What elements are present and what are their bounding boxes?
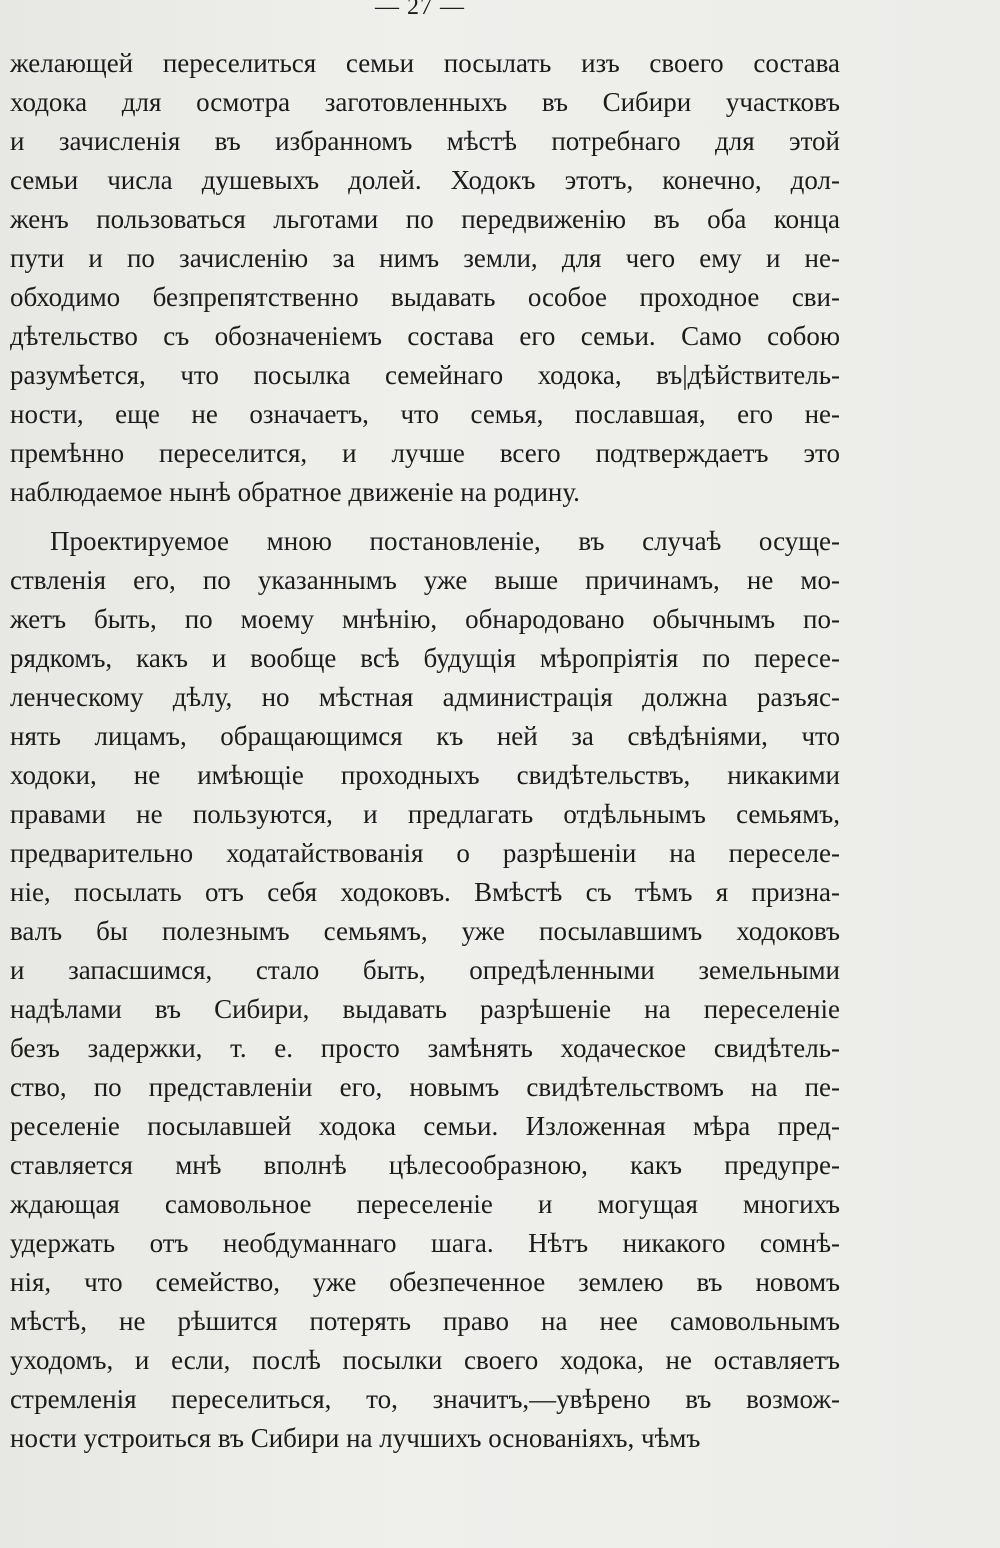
text-line: безъ задержки, т. е. просто замѣнять ходаческое свидѣтель- — [10, 1033, 840, 1063]
text-line: пути и по зачисленію за нимъ земли, для чего ему и не- — [10, 243, 840, 273]
text-line: ніе, посылать отъ себя ходоковъ. Вмѣстѣ съ тѣмъ я призна- — [10, 877, 840, 907]
text-line: предварительно ходатайствованія о разрѣшеніи на переселе- — [10, 838, 840, 868]
text-line: валъ бы полезнымъ семьямъ, уже посылавшимъ ходоковъ — [10, 916, 840, 946]
text-line: Проектируемое мною постановленіе, въ случаѣ осуще- — [50, 526, 840, 556]
text-line: удержать отъ необдуманнаго шага. Нѣтъ никакого сомнѣ- — [10, 1228, 840, 1258]
text-line: нять лицамъ, обращающимся къ ней за свѣдѣніями, что — [10, 721, 840, 751]
text-line: премѣнно переселится, и лучше всего подтверждаетъ это — [10, 438, 840, 468]
text-line: ходоки, не имѣющіе проходныхъ свидѣтельствъ, никакими — [10, 760, 840, 790]
text-line: мѣстѣ, не рѣшится потерять право на нее самовольнымъ — [10, 1306, 840, 1336]
text-line: ходока для осмотра заготовленныхъ въ Сибири участковъ — [10, 87, 840, 117]
text-line: женъ пользоваться льготами по передвиженію въ оба конца — [10, 204, 840, 234]
text-line: ности устроиться въ Сибири на лучшихъ основаніяхъ, чѣмъ — [10, 1423, 701, 1453]
text-line: обходимо безпрепятственно выдавать особое проходное сви- — [10, 282, 840, 312]
text-line: ствленія его, по указаннымъ уже выше причинамъ, не мо- — [10, 565, 840, 595]
text-line: разумѣется, что посылка семейнаго ходока, въ|дѣйствитель- — [10, 360, 840, 390]
text-line: жетъ быть, по моему мнѣнію, обнародовано обычнымъ по- — [10, 604, 840, 634]
text-line: дѣтельство съ обозначеніемъ состава его семьи. Само собою — [10, 321, 840, 351]
paragraph-2 — [10, 522, 840, 1458]
text-line: ленческому дѣлу, но мѣстная администрація должна разъяс- — [10, 682, 840, 712]
text-line: правами не пользуются, и предлагать отдѣльнымъ семьямъ, — [10, 799, 840, 829]
text-line: стремленія переселиться, то, значитъ,—увѣрено въ возмож- — [10, 1384, 840, 1414]
text-line: желающей переселиться семьи посылать изъ своего состава — [10, 48, 840, 78]
text-line: нія, что семейство, уже обезпеченное землею въ новомъ — [10, 1267, 840, 1297]
text-line: ности, еще не означаетъ, что семья, пославшая, его не- — [10, 399, 840, 429]
paragraph-1 — [10, 44, 840, 512]
text-line: семьи числа душевыхъ долей. Ходокъ этотъ, конечно, дол- — [10, 165, 840, 195]
text-line: ждающая самовольное переселеніе и могущая многихъ — [10, 1189, 840, 1219]
text-line: ство, по представленіи его, новымъ свидѣтельствомъ на пе- — [10, 1072, 840, 1102]
text-line: реселеніе посылавшей ходока семьи. Изложенная мѣра пред- — [10, 1111, 840, 1141]
text-line: наблюдаемое нынѣ обратное движеніе на родину. — [10, 477, 580, 507]
page-number: — 27 — — [375, 0, 465, 20]
text-line: уходомъ, и если, послѣ посылки своего ходока, не оставляетъ — [10, 1345, 840, 1375]
text-line: и зачисленія въ избранномъ мѣстѣ потребнаго для этой — [10, 126, 840, 156]
text-line: надѣлами въ Сибири, выдавать разрѣшеніе на переселеніе — [10, 994, 840, 1024]
text-line: и запасшимся, стало быть, опредѣленными земельными — [10, 955, 840, 985]
paragraph-gap — [10, 512, 840, 522]
text-line: рядкомъ, какъ и вообще всѣ будущія мѣропріятія по пересе- — [10, 643, 840, 673]
text-line: ставляется мнѣ вполнѣ цѣлесообразною, какъ предупре- — [10, 1150, 840, 1180]
body-text — [10, 44, 840, 1458]
